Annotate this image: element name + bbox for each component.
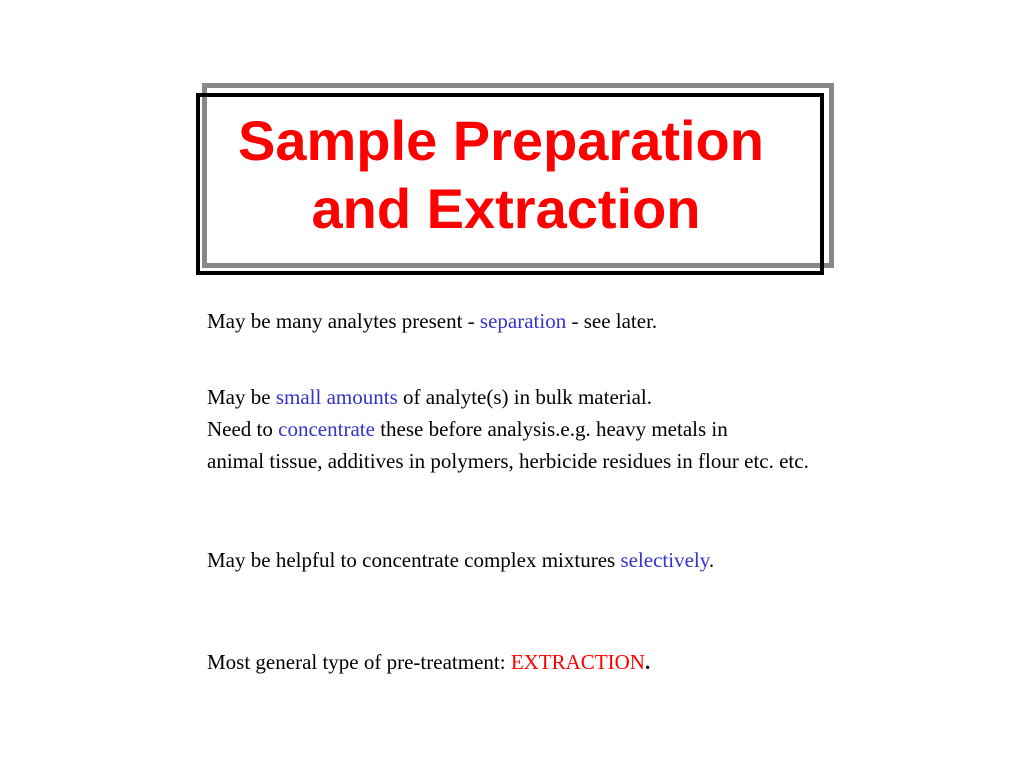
slide-title-line-2: and Extraction [311,177,701,240]
paragraph-text: May be helpful to concentrate complex mixtures [207,548,621,572]
paragraph-selectivity [207,544,714,576]
highlight-selectively: selectively [620,548,709,572]
paragraph-line [207,413,809,445]
paragraph-text: - see later. [566,309,658,333]
highlight-concentrate: concentrate [278,417,375,441]
paragraph-text: . [644,650,651,674]
slide-title-line-1: Sample Preparation [238,109,764,172]
paragraph-text: Most general type of pre-treatment: [207,650,511,674]
paragraph-concentration [207,381,809,477]
paragraph-text: . [708,548,715,572]
paragraph-line: animal tissue, additives in polymers, herbicide residues in flour etc. etc. [207,449,809,473]
title-frame [0,0,1024,290]
paragraph-line [207,381,809,413]
highlight-separation: separation [479,309,567,333]
paragraph-text: of analyte(s) in bulk material. [397,385,652,409]
highlight-extraction: EXTRACTION [510,650,645,674]
paragraph-text: May be many analytes present - [207,309,480,333]
paragraph-text: May be [207,385,276,409]
paragraph-text: Need to [207,417,279,441]
paragraph-text: these before analysis.e.g. heavy metals in [374,417,728,441]
paragraph-separation [207,305,657,337]
slide-title [196,107,816,243]
paragraph-extraction [207,646,650,678]
highlight-small-amounts: small amounts [275,385,398,409]
